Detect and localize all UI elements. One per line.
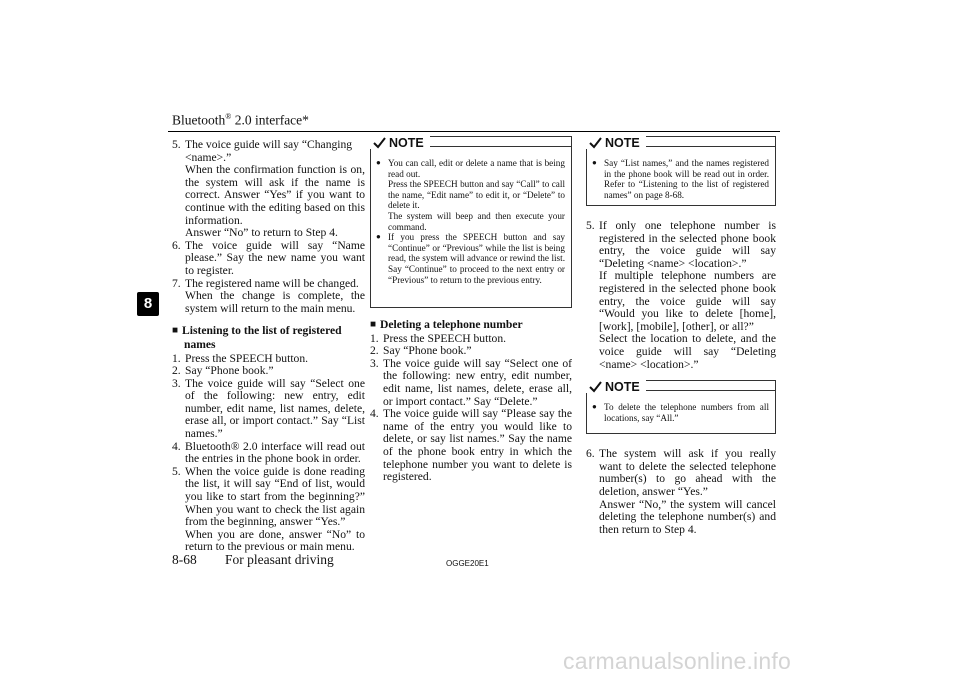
step-six-deleting (586, 448, 776, 536)
note-text: To delete the telephone numbers from all locations, say “All.” (604, 402, 769, 423)
item-text: The voice guide will say “Please say the name of the entry you would like to delete, or say list names.” Say the name of the phone book entry in which the telephone number you want to delete is registered. (383, 407, 572, 484)
item-number: 4. (172, 439, 181, 453)
header-rule (168, 131, 780, 132)
item-text: If multiple telephone numbers are registered in the selected phone book entry, the voice guide will say “Would you like to delete [home], [work], [mobile], [other], or all?” (599, 269, 776, 333)
bullet-icon: ● (592, 158, 597, 167)
column-middle (370, 136, 572, 484)
checkmark-icon (589, 137, 602, 149)
step-list-listening (172, 353, 365, 555)
item-text: Bluetooth® 2.0 interface will read out the entries in the phone book in order. (185, 439, 365, 466)
list-item (172, 139, 365, 240)
bullet-icon: ● (376, 158, 381, 167)
item-number: 4. (370, 407, 379, 421)
item-text: The voice guide will say “Changing (185, 138, 353, 151)
item-text: If only one telephone number is registered in the selected phone book entry, the voice guide will say “Deleting <name> <location>.” (599, 219, 776, 270)
note-label: NOTE (370, 136, 430, 149)
list-item (586, 220, 776, 371)
list-item (172, 278, 365, 316)
note-item (592, 158, 769, 200)
page-header: Bluetooth® 2.0 interface* (172, 112, 309, 128)
note-box-2 (586, 380, 776, 434)
item-number: 2. (172, 364, 181, 378)
item-text: Press the SPEECH button. (185, 351, 309, 365)
list-item (172, 466, 365, 554)
item-number: 5. (586, 219, 595, 232)
item-text: Say “Phone book.” (383, 344, 472, 358)
note-label: NOTE (586, 380, 646, 393)
item-text: Say “Phone book.” (185, 364, 274, 378)
item-text: Select the location to delete, and the voice guide will say “Deleting <name> <location>.” (599, 332, 776, 371)
note-box (370, 136, 572, 308)
note-item (592, 402, 769, 423)
section-heading-deleting: ■ Deleting a telephone number (370, 318, 523, 331)
list-item (370, 408, 572, 484)
item-text: When the change is complete, the system will return to the main menu. (185, 289, 365, 315)
item-text: Press the SPEECH button. (383, 331, 507, 345)
item-text: When the voice guide is done reading the list, it will say “End of list, would you like to start from the beginning?” When you want to check the list again from the beginning, answer “Yes.” (185, 464, 365, 529)
item-number: 6. (172, 238, 181, 252)
section-name: For pleasant driving (225, 552, 334, 567)
item-text: <name>.” (185, 150, 232, 164)
note-item (376, 158, 565, 232)
item-text: When you are done, answer “No” to return to the previous or main menu. (185, 527, 365, 554)
item-number: 7. (172, 276, 181, 290)
note-text: You can call, edit or delete a name that is being read out. Press the SPEECH button and say “Call” to call the name, “Edit name” to edit it, or “Delete” to delete it. The system will beep and then execute your command. (388, 158, 565, 232)
item-text: The voice guide will say “Select one of the following: new entry, edit number, edit name, list names, delete, erase all, or import contact.” Say “Delete.” (383, 356, 572, 408)
item-text: The system will ask if you really want to delete the selected telephone number(s) to go ahead with the deletion, answer “Yes.” (599, 447, 776, 498)
list-item (370, 345, 572, 358)
column-right (586, 136, 776, 536)
list-item (370, 358, 572, 408)
item-text: Answer “No” to return to Step 4. (185, 226, 338, 240)
list-item (586, 448, 776, 536)
item-text: The registered name will be changed. (185, 276, 359, 290)
section-heading-listening-cont: names (184, 337, 216, 351)
note-text: If you press the SPEECH button and say “Continue” or “Previous” while the list is being read, the system will advance or rewind the list. Say “Continue” to proceed to the next entry or “Previous” to return to the previous entry. (388, 232, 565, 285)
checkmark-icon (373, 137, 386, 149)
item-number: 3. (172, 376, 181, 390)
list-item (172, 441, 365, 466)
step-list-deleting (370, 333, 572, 484)
step-list-change-name (172, 139, 365, 315)
section-tab: 8 (137, 292, 159, 316)
watermark: carmanualsonline.info (563, 648, 791, 674)
page-number: 8-68 (172, 552, 197, 567)
list-item (172, 378, 365, 441)
item-text: The voice guide will say “Select one of the following: new entry, edit number, edit name, list names, delete, erase all, or import contact.” Say “List names.” (185, 376, 365, 441)
bullet-icon: ● (592, 402, 597, 412)
item-number: 2. (370, 344, 379, 358)
item-text: The voice guide will say “Name please.” Say the new name you want to register. (185, 238, 365, 277)
column-left (172, 139, 365, 554)
note-item (376, 232, 565, 285)
item-number: 1. (172, 351, 181, 365)
item-number: 5. (172, 464, 181, 478)
note-box-1 (586, 136, 776, 206)
item-text: Answer “No,” the system will cancel deleting the telephone number(s) and then return to Step 4. (599, 497, 776, 536)
step-five-deleting (586, 220, 776, 371)
item-number: 1. (370, 331, 379, 345)
bullet-icon: ● (376, 232, 381, 242)
checkmark-icon (589, 381, 602, 393)
item-text: When the confirmation function is on, the system will ask if the name is correct. Answer “Yes” if you want to continue with the editing based on this information. (185, 163, 365, 227)
item-number: 6. (586, 447, 595, 461)
list-item (172, 240, 365, 278)
section-heading-listening: ■ Listening to the list of registered (172, 324, 342, 338)
list-item (172, 365, 365, 378)
item-number: 5. (172, 138, 181, 151)
note-text: Say “List names,” and the names registered in the phone book will be read out in order. Refer to “Listening to the list of registered names” on page 8-68. (604, 158, 769, 200)
item-number: 3. (370, 356, 379, 370)
note-label: NOTE (586, 136, 646, 149)
document-code: OGGE20E1 (446, 559, 489, 568)
